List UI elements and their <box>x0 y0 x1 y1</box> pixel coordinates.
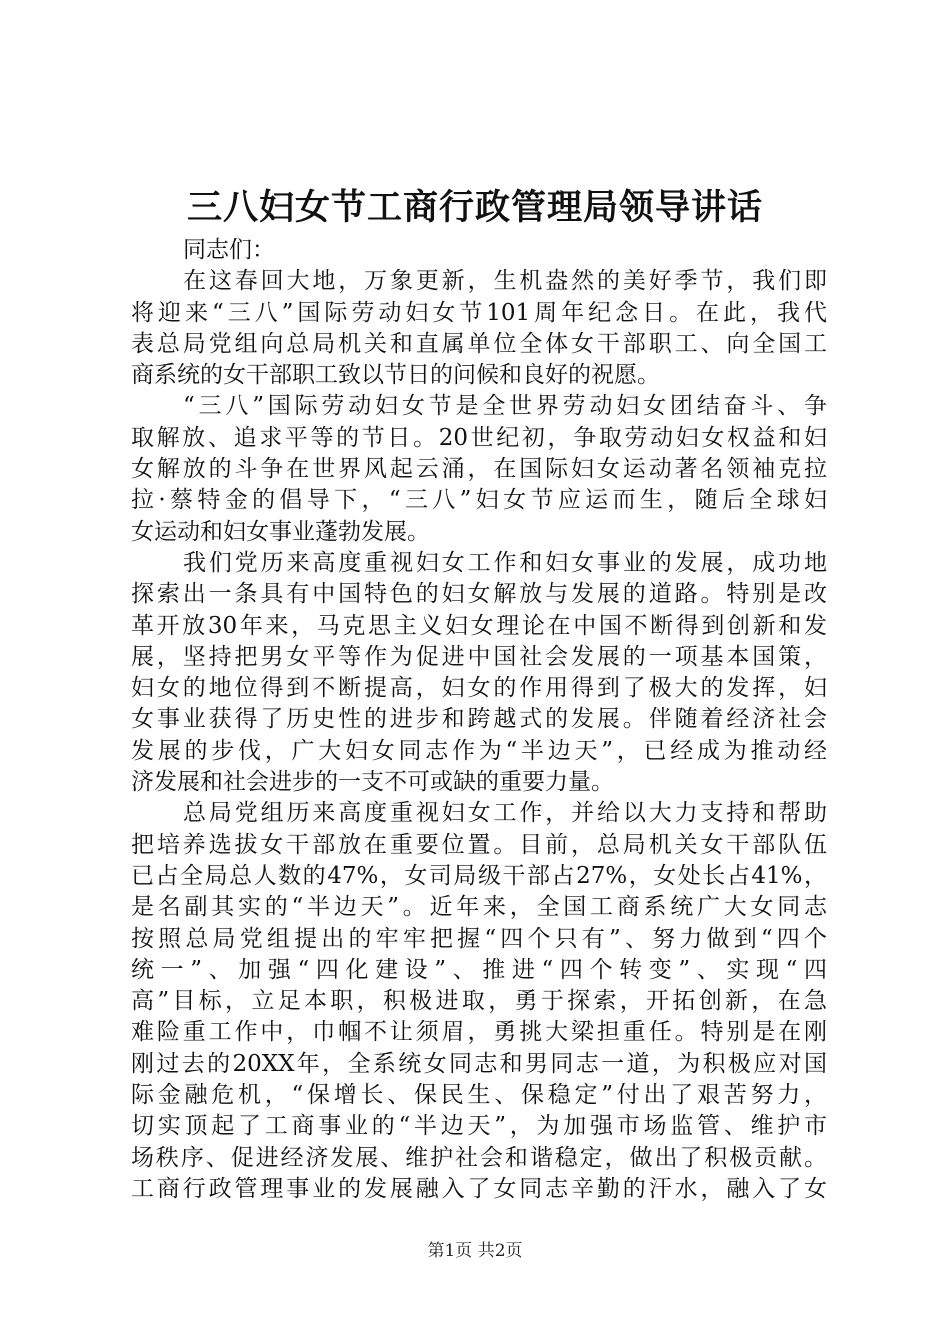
paragraph-2-line-3: 女解放的斗争在世界风起云涌，在国际妇女运动著名领袖克拉 <box>131 456 827 483</box>
paragraph-4-line-9: 刚过去的20XX年，全系统女同志和男同志一道，为积极应对国 <box>131 1050 827 1077</box>
paragraph-3-line-8: 济发展和社会进步的一支不可或缺的重要力量。 <box>131 769 614 796</box>
document-body <box>131 235 827 1205</box>
paragraph-4-line-2: 把培养选拔女干部放在重要位置。目前，总局机关女干部队伍 <box>131 831 827 858</box>
paragraph-2-line-1: “三八”国际劳动妇女节是全世界劳动妇女团结奋斗、争 <box>183 393 827 420</box>
paragraph-4-line-11: 切实顶起了工商事业的“半边天”，为加强市场监管、维护市 <box>131 1113 827 1140</box>
page-footer: 第1页 共2页 <box>427 1241 523 1261</box>
paragraph-2-line-2: 取解放、追求平等的节日。20世纪初，争取劳动妇女权益和妇 <box>131 424 827 451</box>
paragraph-3-line-7: 发展的步伐，广大妇女同志作为“半边天”，已经成为推动经 <box>131 737 827 764</box>
paragraph-1-line-4: 商系统的女干部职工致以节日的问候和良好的祝愿。 <box>131 362 660 389</box>
paragraph-3-line-2: 探索出一条具有中国特色的妇女解放与发展的道路。特别是改 <box>131 581 827 608</box>
paragraph-4-line-10: 际金融危机，“保增长、保民生、保稳定”付出了艰苦努力， <box>131 1082 827 1109</box>
paragraph-4-line-12: 场秩序、促进经济发展、维护社会和谐稳定，做出了积极贡献。 <box>131 1144 827 1171</box>
paragraph-4-line-13: 工商行政管理事业的发展融入了女同志辛勤的汗水，融入了女 <box>131 1175 827 1202</box>
document-title: 三八妇女节工商行政管理局领导讲话 <box>186 187 763 228</box>
paragraph-4-line-5: 按照总局党组提出的牢牢把握“四个只有”、努力做到“四个 <box>131 925 827 952</box>
paragraph-3-line-1: 我们党历来高度重视妇女工作和妇女事业的发展，成功地 <box>183 549 827 576</box>
paragraph-4-line-1: 总局党组历来高度重视妇女工作，并给以大力支持和帮助 <box>183 800 827 827</box>
paragraph-3-line-3: 革开放30年来，马克思主义妇女理论在中国不断得到创新和发 <box>131 612 827 639</box>
paragraph-1-line-2: 将迎来“三八”国际劳动妇女节101周年纪念日。在此，我代 <box>131 299 827 326</box>
paragraph-2-line-5: 女运动和妇女事业蓬勃发展。 <box>131 518 430 545</box>
paragraph-1-line-1: 在这春回大地，万象更新，生机盎然的美好季节，我们即 <box>183 268 827 295</box>
paragraph-4-line-3: 已占全局总人数的47%，女司局级干部占27%，女处长占41%， <box>131 862 827 889</box>
paragraph-3-line-5: 妇女的地位得到不断提高，妇女的作用得到了极大的发挥，妇 <box>131 675 827 702</box>
greeting-line: 同志们： <box>183 237 275 263</box>
paragraph-4-line-7: 高”目标，立足本职，积极进取，勇于探索，开拓创新，在急 <box>131 988 827 1015</box>
paragraph-2-line-4: 拉·蔡特金的倡导下，“三八”妇女节应运而生，随后全球妇 <box>131 487 827 514</box>
paragraph-4-line-4: 是名副其实的“半边天”。近年来，全国工商系统广大女同志 <box>131 894 827 921</box>
paragraph-4-line-8: 难险重工作中，巾帼不让须眉，勇挑大梁担重任。特别是在刚 <box>131 1019 827 1046</box>
paragraph-3-line-6: 女事业获得了历史性的进步和跨越式的发展。伴随着经济社会 <box>131 706 827 733</box>
paragraph-3-line-4: 展，坚持把男女平等作为促进中国社会发展的一项基本国策， <box>131 643 827 670</box>
paragraph-4-line-6: 统一”、加强“四化建设”、推进“四个转变”、实现“四 <box>131 956 827 983</box>
paragraph-1-line-3: 表总局党组向总局机关和直属单位全体女干部职工、向全国工 <box>131 330 827 357</box>
